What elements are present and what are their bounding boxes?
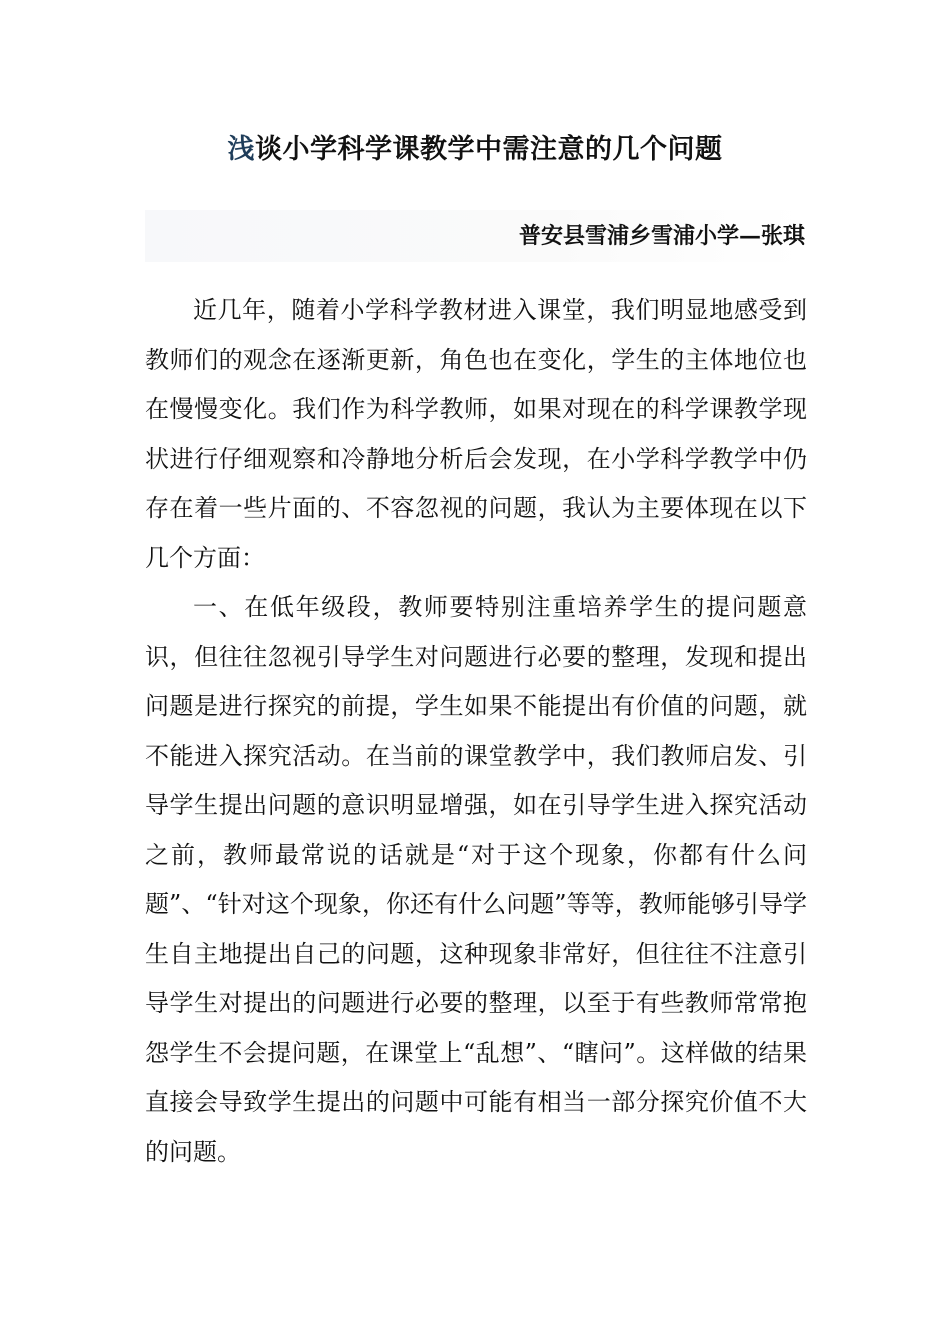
title-rest: 谈小学科学课教学中需注意的几个问题 — [255, 134, 723, 165]
paragraph-point-one: 一、在低年级段，教师要特别注重培养学生的提问题意识，但往往忽视引导学生对问题进行必要的整理，发现和提出问题是进行探究的前提，学生如果不能提出有价值的问题，就不能进入探究活动。在当前的课堂教学中，我们教师启发、引导学生提出问题的意识明显增强，如在引导学生进入探究活动之前，教师最常说的话就是“对于这个现象，你都有什么问题”、“针对这个现象，你还有什么问题”等等，教师能够引导学生自主地提出自己的问题，这种现象非常好，但往往不注意引导学生对提出的问题进行必要的整理，以至于有些教师常常抱怨学生不会提问题，在课堂上“乱想”、“瞎问”。这样做的结果直接会导致学生提出的问题中可能有相当一部分探究价值不大的问题。 — [145, 593, 807, 1166]
author-band — [145, 210, 805, 262]
author-line: 普安县雪浦乡雪浦小学—张琪 — [518, 223, 805, 249]
paragraph-intro: 近几年，随着小学科学教材进入课堂，我们明显地感受到教师们的观念在逐渐更新，角色也在变化，学生的主体地位也在慢慢变化。我们作为科学教师，如果对现在的科学课教学现状进行仔细观察和冷静地分析后会发现，在小学科学教学中仍存在着一些片面的、不容忽视的问题，我认为主要体现在以下几个方面： — [145, 296, 807, 572]
document-body — [145, 286, 807, 1177]
title-first-char: 浅 — [227, 134, 255, 165]
document-title — [145, 128, 805, 172]
